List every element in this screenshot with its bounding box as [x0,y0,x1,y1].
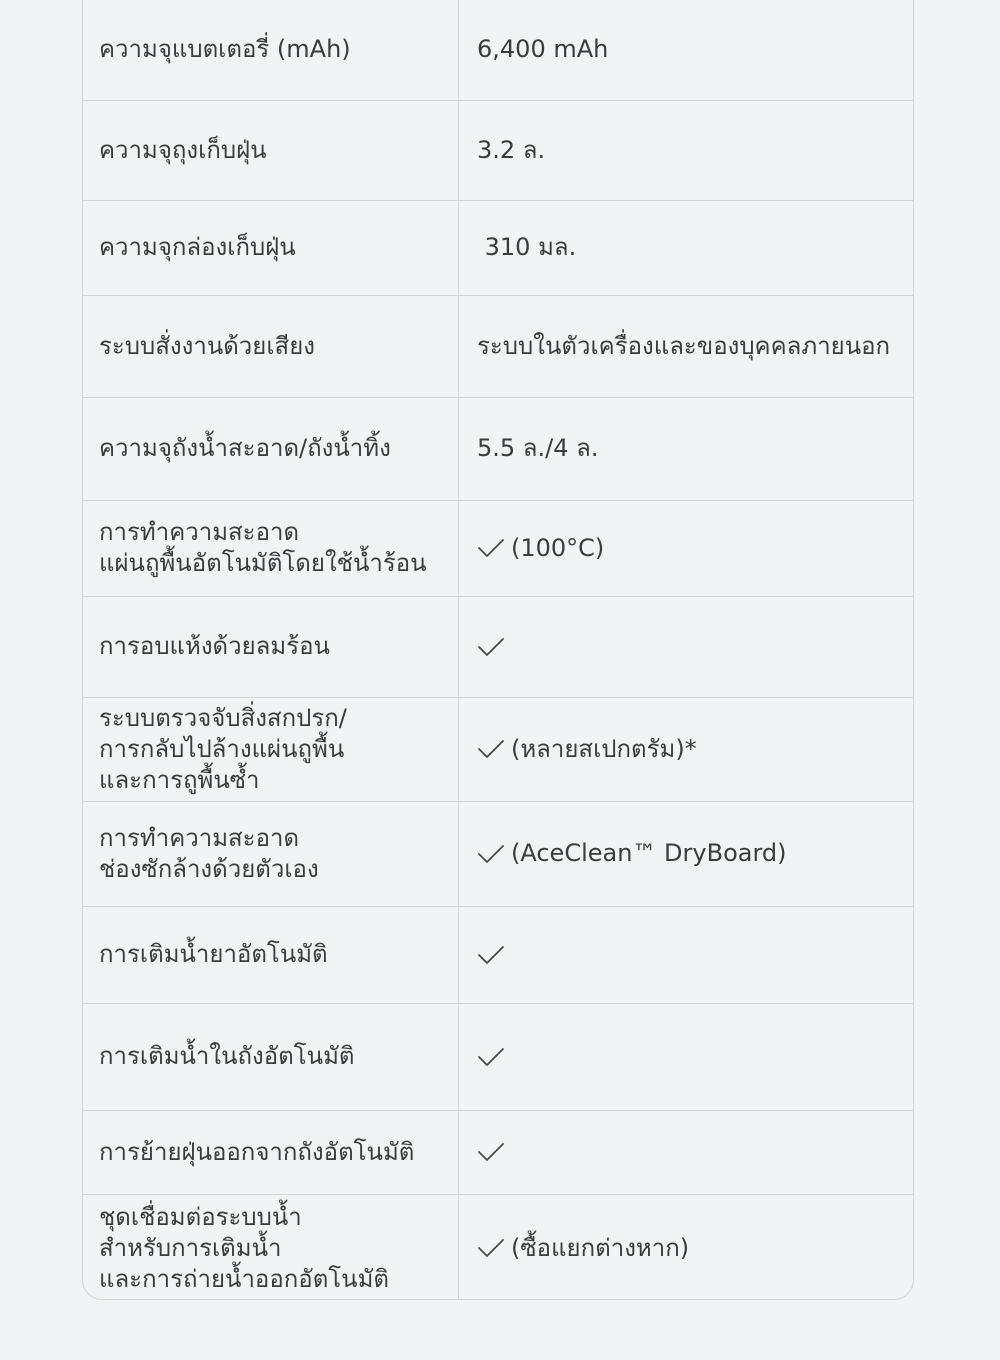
check-icon [477,537,505,559]
spec-value-text: 5.5 ล./4 ล. [477,434,599,462]
table-row [83,1003,913,1111]
table-row [83,100,913,201]
spec-value-text: 3.2 ล. [477,135,546,164]
spec-label: ความจุแบตเตอรี่ (mAh) [99,34,351,63]
spec-label: การอบแห้งด้วยลมร้อน [99,632,330,660]
table-row [83,596,913,698]
spec-label: การทำความสะอาด แผ่นถูพื้นอัตโนมัติโดยใช้น้ำร้อน [99,518,427,577]
spec-value-text: (ซื้อแยกต่างหาก) [511,1233,690,1262]
table-row [83,200,913,296]
table-row [83,295,913,398]
spec-table [82,0,914,1300]
spec-value-text: ระบบในตัวเครื่องและของบุคคลภายนอก [477,331,891,360]
table-row [83,500,913,597]
table-row [83,801,913,907]
table-row [83,1110,913,1195]
table-row [83,906,913,1004]
check-icon [477,636,505,658]
spec-label: การเติมน้ำในถังอัตโนมัติ [99,1042,355,1070]
spec-value [458,1046,913,1068]
spec-value [458,1141,913,1163]
spec-label: การย้ายฝุ่นออกจากถังอัตโนมัติ [99,1137,415,1166]
table-row [83,697,913,802]
spec-label: การทำความสะอาด ช่องซักล้างด้วยตัวเอง [99,823,319,883]
table-row [83,0,913,101]
spec-value [458,34,913,65]
spec-value [458,533,913,564]
spec-value [458,636,913,658]
spec-label: ความจุกล่องเก็บฝุ่น [99,233,296,261]
spec-label: ระบบสั่งงานด้วยเสียง [99,331,315,360]
spec-value [458,232,913,263]
spec-value-text: (หลายสเปกตรัม)* [511,734,697,763]
spec-label: การเติมน้ำยาอัตโนมัติ [99,940,328,968]
check-icon [477,1046,505,1068]
spec-value [458,1233,913,1264]
spec-value-text: 310 มล. [477,233,577,261]
spec-value-text: 6,400 mAh [477,34,609,63]
spec-value [458,944,913,966]
spec-value [458,433,913,464]
spec-value [458,838,913,869]
spec-value-text: (100°C) [511,533,605,562]
spec-label: ชุดเชื่อมต่อระบบน้ำ สำหรับการเติมน้ำ และการถ่ายน้ำออกอัตโนมัติ [99,1202,389,1293]
check-icon [477,1237,505,1259]
spec-value [458,135,913,166]
check-icon [477,1141,505,1163]
spec-value [458,734,913,765]
table-row [83,1194,913,1300]
table-row [83,397,913,501]
spec-value-text: (AceClean™ DryBoard) [511,839,787,867]
spec-label: ความจุถุงเก็บฝุ่น [99,135,267,164]
check-icon [477,843,505,865]
check-icon [477,944,505,966]
spec-value [458,331,913,362]
check-icon [477,738,505,760]
spec-label: ระบบตรวจจับสิ่งสกปรก/ การกลับไปล้างแผ่นถูพื้น และการถูพื้นซ้ำ [99,703,347,794]
spec-label: ความจุถังน้ำสะอาด/ถังน้ำทิ้ง [99,434,391,462]
